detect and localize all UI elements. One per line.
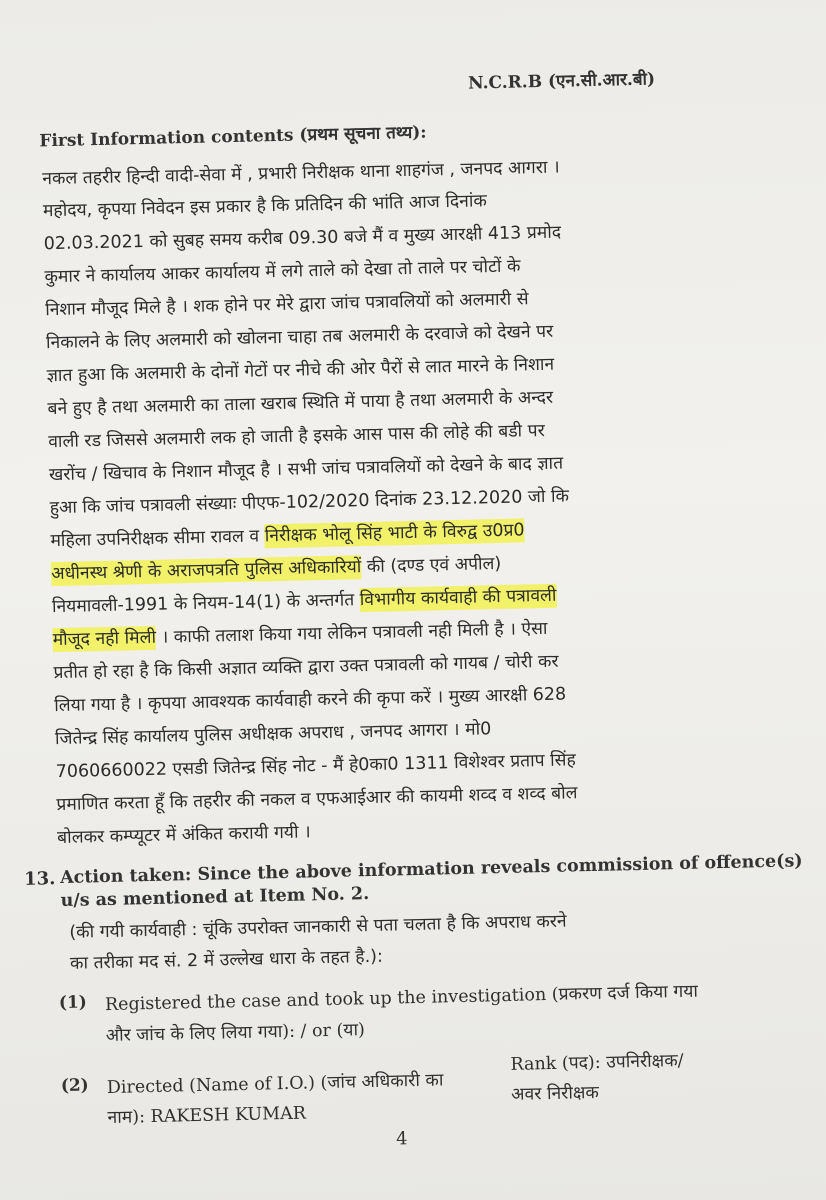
plain-text: । काफी तलाश किया गया लेकिन पत्रावली नही मिली है । ऐसा	[155, 618, 548, 648]
highlighted-text: निरीक्षक भोलू सिंह भाटी के विरुद्व उ0प्र0	[264, 520, 525, 547]
plain-text: की (दण्ड एवं अपील)	[361, 553, 502, 578]
body-line: महोदय, कृपया निवेदन इस प्रकार है कि प्रतिदिन की भांति आज दिनांक	[42, 191, 488, 222]
section-heading: First Information contents (प्रथम सूचना तथ्य):	[39, 122, 427, 152]
body-line: कुमार ने कार्यालय आकर कार्यालय में लगे ताले को देखा तो ताले पर चोटों के	[44, 256, 521, 288]
body-line: हुआ कि जांच पत्रावली संख्याः पीएफ-102/2020 दिनांक 23.12.2020 जो कि	[49, 486, 570, 519]
body-line: प्रमाणित करता हूँ कि तहरीर की नकल व एफआईआर की कायमी शव्द व शव्द बोल	[56, 783, 578, 816]
body-line-highlighted	[52, 616, 547, 651]
body-line: ज्ञात हुआ कि अलमारी के दोनों गेटों पर नीचे की ओर पैरों से लात मारने के निशान	[46, 354, 555, 387]
action-taken-line: Action taken: Since the above information reveals commission of offence(s)	[59, 851, 803, 889]
action-taken-hindi: का तरीका मद सं. 2 में उल्लेख धारा के तहत है.):	[69, 946, 384, 974]
rank-field: अवर निरीक्षक	[510, 1082, 600, 1105]
body-line: प्रतीत हो रहा है कि किसी अज्ञात व्यक्ति द्वारा उक्त पत्रावली को गायब / चोरी कर	[53, 651, 559, 684]
sub-item-number: (1)	[58, 992, 88, 1014]
action-taken-hindi: (की गयी कार्यवाही : चूंकि उपरोक्त जानकारी से पता चलता है कि अपराध करने	[69, 911, 567, 943]
rank-field: Rank (पद): उपनिरीक्षक/	[510, 1050, 684, 1075]
body-line: 02.03.2021 को सुबह समय करीब 09.30 बजे मैं व मुख्य आरक्षी 413 प्रमोद	[43, 222, 562, 255]
highlighted-text: अधीनस्थ श्रेणी के अराजपत्रति पुलिस अधिकारियों	[50, 557, 362, 585]
body-line: निकालने के लिए अलमारी को खोलना चाहा तब अलमारी के दरवाजे को देखने पर	[45, 321, 554, 354]
body-line-highlighted	[51, 551, 502, 585]
sub-item-text: Registered the case and took up the investigation (प्रकरण दर्ज किया गया	[104, 981, 699, 1016]
sub-item-number: (2)	[60, 1075, 89, 1097]
sub-item-text: Directed (Name of I.O.) (जांच अधिकारी का	[106, 1070, 444, 1099]
action-taken-line: u/s as mentioned at Item No. 2.	[60, 884, 370, 912]
plain-text: नियमावली-1991 के नियम-14(1) के अन्तर्गत	[51, 590, 360, 618]
sub-item-text: और जांच के लिए लिया गया): / or (या)	[105, 1020, 366, 1047]
body-line-highlighted	[52, 583, 557, 618]
header-code: N.C.R.B (एन.सी.आर.बी)	[467, 69, 656, 94]
page-number: 4	[395, 1128, 408, 1150]
body-line: जितेन्द्र सिंह कार्यालय पुलिस अधीक्षक अपराध , जनपद आगरा । मो0	[54, 719, 492, 750]
item-number: 13.	[23, 868, 56, 890]
body-line: 7060660022 एसडी जितेन्द्र सिंह नोट - मैं हे0का0 1311 विशेश्वर प्रताप सिंह	[55, 750, 577, 783]
body-line: लिया गया है । कृपया आवश्यक कार्यवाही करने की कृपा करें । मुख्य आरक्षी 628	[53, 684, 567, 717]
plain-text: महिला उपनिरीक्षक सीमा रावल व	[50, 526, 265, 552]
body-line: निशान मौजूद मिले है । शक होने पर मेरे द्वारा जांच पत्रावलियों को अलमारी से	[44, 289, 529, 321]
body-line: बोलकर कम्प्यूटर में अंकित करायी गयी ।	[56, 822, 311, 849]
highlighted-text: विभागीय कार्यवाही की पत्रावली	[359, 585, 557, 611]
body-line: खरोंच / खिचाव के निशान मौजूद है । सभी जांच पत्रावलियों को देखने के बाद ज्ञात	[48, 453, 564, 486]
body-line: नकल तहरीर हिन्दी वादी-सेवा में , प्रभारी निरीक्षक थाना शाहगंज , जनपद आगरा ।	[42, 157, 560, 190]
highlighted-text: मौजूद नही मिली	[52, 627, 157, 651]
body-line-highlighted	[50, 517, 525, 552]
io-name: नाम): RAKESH KUMAR	[107, 1103, 307, 1129]
body-line: वाली रड जिससे अलमारी लक हो जाती है इसके आस पास की लोहे की बडी पर	[47, 420, 545, 453]
body-line: बने हुए है तथा अलमारी का ताला खराब स्थिति में पाया है तथा अलमारी के अन्दर	[47, 387, 554, 420]
